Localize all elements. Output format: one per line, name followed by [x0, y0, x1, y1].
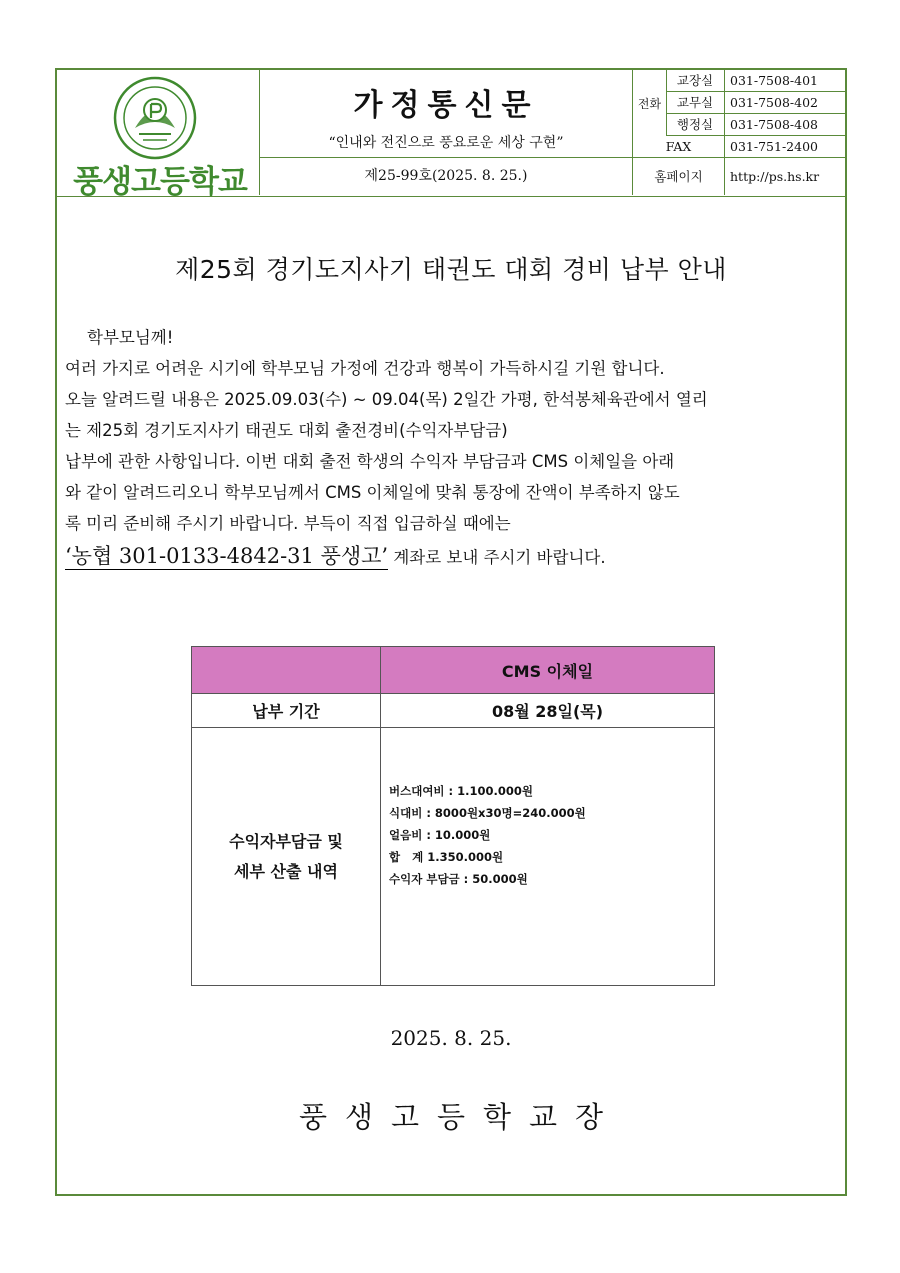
contact-table [633, 70, 845, 195]
fax-row [633, 136, 845, 158]
phone-label: 전화 [633, 70, 667, 136]
account-suffix: 계좌로 보내 주시기 바랍니다. [388, 548, 606, 567]
account-line [65, 541, 845, 573]
newsletter-header [57, 70, 845, 200]
detail-item: 버스대여비 : 1.100.000원 [389, 784, 534, 798]
contact-label: 교무실 [666, 92, 725, 113]
table-row [192, 694, 715, 728]
body-line: 오늘 알려드릴 내용은 2025.09.03(수) ~ 09.04(목) 2일간 가평, 한석봉체육관에서 열리 [65, 390, 708, 409]
principal-signature: 풍생고등학교장 [298, 1100, 622, 1134]
detail-item: 얼음비 : 10.000원 [389, 828, 491, 842]
contact-row [666, 114, 845, 136]
school-seal-icon [113, 76, 197, 160]
detail-item: 수익자 부담금 : 50.000원 [389, 872, 528, 886]
detail-label-line: 세부 산출 내역 [234, 861, 338, 881]
issue-date: 2025. 8. 25. [390, 1026, 512, 1050]
fax-value: 031-751-2400 [730, 139, 818, 154]
homepage-row [633, 158, 845, 195]
contact-label: 교장실 [666, 70, 725, 91]
document-body [65, 322, 845, 573]
period-label: 납부 기간 [192, 694, 381, 728]
contact-value: 031-7508-402 [730, 95, 818, 110]
detail-breakdown [381, 728, 715, 986]
table-row [192, 728, 715, 986]
document-title: 제25회 경기도지사기 태권도 대회 경비 납부 안내 [175, 255, 727, 284]
body-line: 와 같이 알려드리오니 학부모님께서 CMS 이체일에 맞춰 통장에 잔액이 부족하지 않도 [65, 483, 680, 502]
body-line: 록 미리 준비해 주시기 바랍니다. 부득이 직접 입금하실 때에는 [65, 514, 511, 533]
newsletter-frame [55, 68, 847, 1196]
table-header-cms: CMS 이체일 [381, 647, 715, 694]
detail-item: 합 계 1.350.000원 [389, 850, 504, 864]
contact-value: 031-7508-408 [730, 117, 818, 132]
detail-item: 식대비 : 8000원x30명=240.000원 [389, 806, 586, 820]
detail-label [192, 728, 381, 986]
table-header-row [192, 647, 715, 694]
body-line: 여러 가지로 어려운 시기에 학부모님 가정에 건강과 행복이 가득하시길 기원 합니다. [65, 359, 665, 378]
homepage-label: 홈페이지 [633, 158, 725, 195]
school-slogan: “인내와 전진으로 풍요로운 세상 구현” [328, 135, 564, 151]
detail-label-line: 수익자부담금 및 [229, 831, 343, 851]
contact-row [666, 92, 845, 114]
fax-label: FAX [633, 136, 725, 157]
school-logo-cell [57, 70, 260, 200]
contact-label: 행정실 [666, 114, 725, 135]
period-value: 08월 28일(목) [381, 694, 715, 728]
homepage-link[interactable]: http://ps.hs.kr [730, 169, 820, 184]
newsletter-title-cell [260, 70, 633, 158]
greeting: 학부모님께! [87, 328, 174, 347]
table-header-empty [192, 647, 381, 694]
fee-table [191, 646, 715, 986]
issue-number: 제25-99호(2025. 8. 25.) [260, 158, 633, 195]
newsletter-title: 가정통신문 [353, 88, 539, 123]
contact-value: 031-7508-401 [730, 73, 818, 88]
school-name-logo: 풍생고등학교 [73, 164, 247, 200]
bank-account: ‘농협 301-0133-4842-31 풍생고’ [65, 544, 389, 568]
contact-row [666, 70, 845, 92]
body-line: 는 제25회 경기도지사기 태권도 대회 출전경비(수익자부담금) [65, 421, 508, 440]
body-line: 납부에 관한 사항입니다. 이번 대회 출전 학생의 수익자 부담금과 CMS 이체일을 아래 [65, 452, 675, 471]
